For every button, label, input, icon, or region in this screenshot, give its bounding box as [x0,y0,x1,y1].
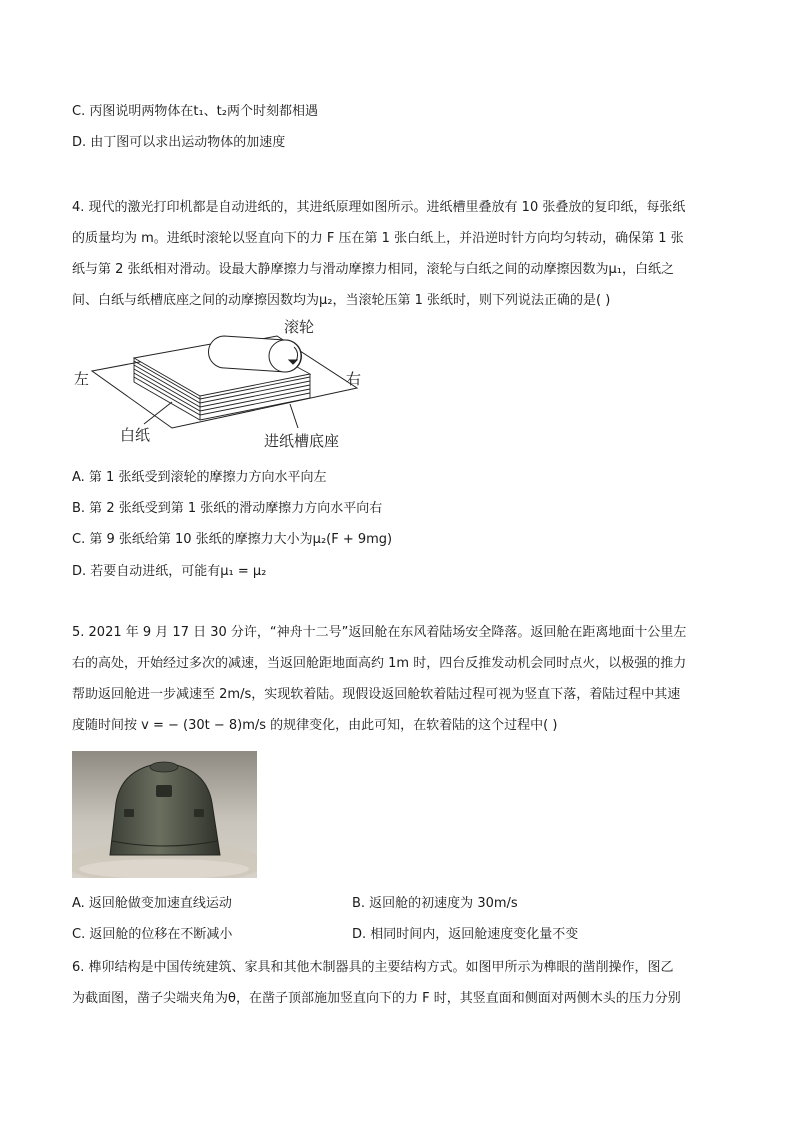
paper-pointer-line [144,402,172,424]
base-pointer-line [290,404,298,428]
roller-icon [208,336,301,372]
capsule-hatch [150,762,178,772]
figure-label-right: 右 [346,370,362,388]
return-capsule-photo [72,751,257,878]
q5-stem-line-3: 帮助返回舱进一步减速至 2m/s，实现软着陆。现假设返回舱软着陆过程可视为竖直下落，着陆过程中其速 [72,687,681,702]
q4-stem-line-1: 4. 现代的激光打印机都是自动进纸的，其进纸原理如图所示。进纸槽里叠放有 10 张叠放的复印纸，每张纸 [72,200,686,215]
q5-stem-line-2: 右的高处，开始经过多次的减速，当返回舱距地面高约 1m 时，四台反推发动机会同时点火，以极强的推力 [72,656,687,671]
q5-option-c: C. 返回舱的位移在不断减小 [72,927,233,942]
q6-stem-line-1: 6. 榫卯结构是中国传统建筑、家具和其他木制器具的主要结构方式。如图甲所示为榫眼的凿削操作，图乙 [72,960,674,975]
figure-label-paper: 白纸 [120,426,151,444]
figure-label-left: 左 [74,370,90,388]
q4-option-d: D. 若要自动进纸，可能有μ₁ = μ₂ [72,564,267,579]
q5-option-b: B. 返回舱的初速度为 30m/s [352,896,518,911]
q4-option-b: B. 第 2 张纸受到第 1 张纸的滑动摩擦力方向水平向右 [72,501,383,516]
q3-option-d: D. 由丁图可以求出运动物体的加速度 [72,135,286,150]
q4-stem-line-3: 纸与第 2 张纸相对滑动。设最大静摩擦力与滑动摩擦力相同，滚轮与白纸之间的动摩擦因数为μ₁，白纸之 [72,262,675,277]
figure-label-roller: 滚轮 [284,318,315,336]
q4-stem-line-4: 间、白纸与纸槽底座之间的动摩擦因数均为μ₂，当滚轮压第 1 张纸时，则下列说法正确的是( ) [72,293,611,308]
q5-stem-line-4: 度随时间按 v = − (30t − 8)m/s 的规律变化，由此可知，在软着陆的这个过程中( ) [72,718,558,733]
q4-option-a: A. 第 1 张纸受到滚轮的摩擦力方向水平向左 [72,470,327,485]
q4-option-c: C. 第 9 张纸给第 10 张纸的摩擦力大小为μ₂(F + 9mg) [72,532,393,547]
q3-option-c: C. 丙图说明两物体在t₁、t₂两个时刻都相遇 [72,104,318,119]
q5-stem-line-1: 5. 2021 年 9 月 17 日 30 分许，“神舟十二号”返回舱在东风着陆场安全降落。返回舱在距离地面十公里左 [72,625,687,640]
figure-label-base: 进纸槽底座 [264,432,340,450]
q6-stem-line-2: 为截面图，凿子尖端夹角为θ，在凿子顶部施加竖直向下的力 F 时，其竖直面和侧面对两侧木头的压力分别 [72,991,681,1006]
paper-feeder-figure [72,316,372,456]
q5-option-d: D. 相同时间内，返回舱速度变化量不变 [352,927,579,942]
q4-stem-line-2: 的质量均为 m。进纸时滚轮以竖直向下的力 F 压在第 1 张白纸上，并沿逆时针方向均匀转动，确保第 1 张 [72,231,684,246]
q5-option-a: A. 返回舱做变加速直线运动 [72,896,232,911]
